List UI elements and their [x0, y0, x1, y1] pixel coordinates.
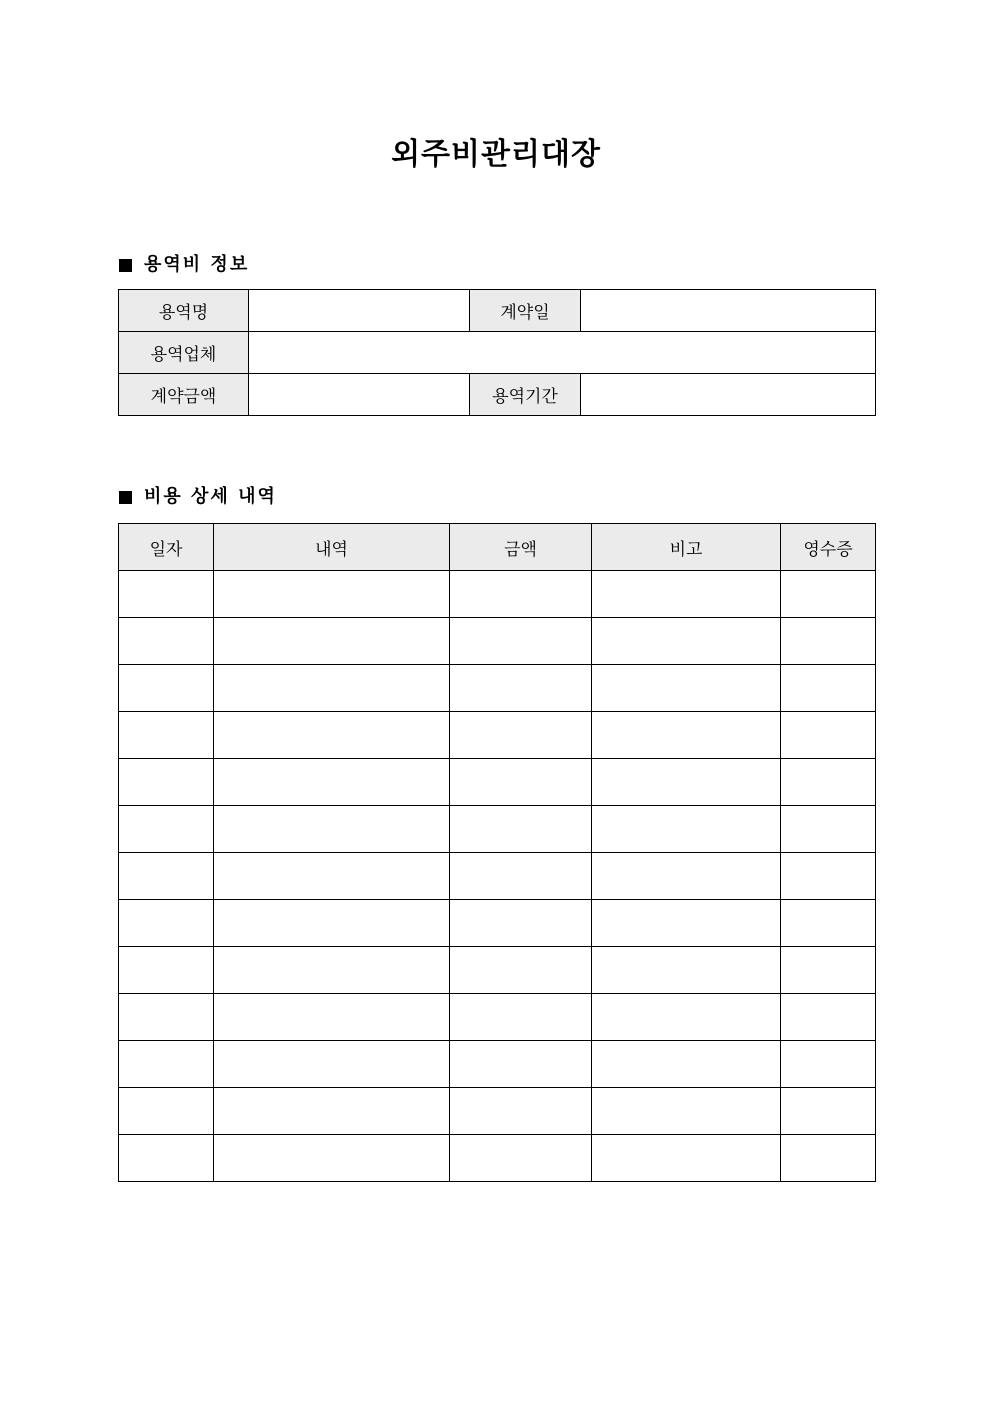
- receipt-cell[interactable]: [781, 1135, 876, 1182]
- description-cell[interactable]: [214, 1041, 450, 1088]
- receipt-cell[interactable]: [781, 759, 876, 806]
- table-row: [119, 900, 876, 947]
- description-cell[interactable]: [214, 618, 450, 665]
- section-heading-label: 비용 상세 내역: [144, 486, 277, 507]
- amount-cell[interactable]: [450, 1041, 592, 1088]
- amount-cell[interactable]: [450, 759, 592, 806]
- section-heading-service-info: [119, 253, 249, 277]
- service-name-label: 용역명: [119, 290, 249, 332]
- square-bullet-icon: [119, 259, 132, 272]
- description-cell[interactable]: [214, 806, 450, 853]
- contract-date-field[interactable]: [581, 290, 876, 332]
- remarks-cell[interactable]: [592, 806, 781, 853]
- vendor-label: 용역업체: [119, 332, 249, 374]
- square-bullet-icon: [119, 491, 132, 504]
- service-period-label: 용역기간: [470, 374, 581, 416]
- section-heading-cost-details: [119, 485, 277, 509]
- receipt-cell[interactable]: [781, 900, 876, 947]
- description-cell[interactable]: [214, 1135, 450, 1182]
- remarks-cell[interactable]: [592, 1088, 781, 1135]
- service-name-field[interactable]: [249, 290, 470, 332]
- date-cell[interactable]: [119, 618, 214, 665]
- table-row: [119, 806, 876, 853]
- amount-cell[interactable]: [450, 618, 592, 665]
- amount-cell[interactable]: [450, 571, 592, 618]
- date-cell[interactable]: [119, 806, 214, 853]
- receipt-cell[interactable]: [781, 1041, 876, 1088]
- contract-amount-field[interactable]: [249, 374, 470, 416]
- remarks-cell[interactable]: [592, 665, 781, 712]
- description-cell[interactable]: [214, 994, 450, 1041]
- vendor-field[interactable]: [249, 332, 876, 374]
- cost-details-table: [118, 523, 876, 1182]
- remarks-cell[interactable]: [592, 994, 781, 1041]
- description-cell[interactable]: [214, 759, 450, 806]
- table-row: [119, 618, 876, 665]
- date-cell[interactable]: [119, 759, 214, 806]
- remarks-cell[interactable]: [592, 618, 781, 665]
- description-cell[interactable]: [214, 571, 450, 618]
- remarks-cell[interactable]: [592, 1041, 781, 1088]
- table-row: [119, 1041, 876, 1088]
- receipt-cell[interactable]: [781, 618, 876, 665]
- remarks-cell[interactable]: [592, 759, 781, 806]
- page-title: 외주비관리대장: [391, 137, 601, 172]
- receipt-cell[interactable]: [781, 571, 876, 618]
- amount-cell[interactable]: [450, 900, 592, 947]
- remarks-cell[interactable]: [592, 712, 781, 759]
- amount-cell[interactable]: [450, 665, 592, 712]
- description-cell[interactable]: [214, 712, 450, 759]
- table-row: [119, 759, 876, 806]
- amount-cell[interactable]: [450, 994, 592, 1041]
- service-period-field[interactable]: [581, 374, 876, 416]
- date-cell[interactable]: [119, 900, 214, 947]
- date-cell[interactable]: [119, 947, 214, 994]
- contract-date-label: 계약일: [470, 290, 581, 332]
- column-header-amount: 금액: [450, 524, 592, 571]
- remarks-cell[interactable]: [592, 947, 781, 994]
- table-row: [119, 1135, 876, 1182]
- receipt-cell[interactable]: [781, 947, 876, 994]
- table-row: [119, 665, 876, 712]
- date-cell[interactable]: [119, 853, 214, 900]
- table-row: [119, 712, 876, 759]
- amount-cell[interactable]: [450, 1135, 592, 1182]
- table-row: [119, 994, 876, 1041]
- remarks-cell[interactable]: [592, 853, 781, 900]
- table-row: [119, 947, 876, 994]
- amount-cell[interactable]: [450, 712, 592, 759]
- date-cell[interactable]: [119, 665, 214, 712]
- table-row: [119, 1088, 876, 1135]
- description-cell[interactable]: [214, 900, 450, 947]
- table-row: [119, 853, 876, 900]
- contract-amount-label: 계약금액: [119, 374, 249, 416]
- service-info-table: [118, 289, 876, 416]
- amount-cell[interactable]: [450, 1088, 592, 1135]
- section-heading-label: 용역비 정보: [144, 254, 250, 275]
- date-cell[interactable]: [119, 1041, 214, 1088]
- column-header-remarks: 비고: [592, 524, 781, 571]
- date-cell[interactable]: [119, 712, 214, 759]
- remarks-cell[interactable]: [592, 1135, 781, 1182]
- receipt-cell[interactable]: [781, 1088, 876, 1135]
- remarks-cell[interactable]: [592, 571, 781, 618]
- column-header-date: 일자: [119, 524, 214, 571]
- description-cell[interactable]: [214, 853, 450, 900]
- description-cell[interactable]: [214, 1088, 450, 1135]
- date-cell[interactable]: [119, 994, 214, 1041]
- receipt-cell[interactable]: [781, 712, 876, 759]
- receipt-cell[interactable]: [781, 806, 876, 853]
- remarks-cell[interactable]: [592, 900, 781, 947]
- amount-cell[interactable]: [450, 853, 592, 900]
- date-cell[interactable]: [119, 1135, 214, 1182]
- receipt-cell[interactable]: [781, 665, 876, 712]
- table-row: [119, 571, 876, 618]
- amount-cell[interactable]: [450, 806, 592, 853]
- column-header-receipt: 영수증: [781, 524, 876, 571]
- column-header-description: 내역: [214, 524, 450, 571]
- table-header-row: [119, 524, 876, 571]
- receipt-cell[interactable]: [781, 994, 876, 1041]
- amount-cell[interactable]: [450, 947, 592, 994]
- description-cell[interactable]: [214, 947, 450, 994]
- description-cell[interactable]: [214, 665, 450, 712]
- receipt-cell[interactable]: [781, 853, 876, 900]
- date-cell[interactable]: [119, 571, 214, 618]
- date-cell[interactable]: [119, 1088, 214, 1135]
